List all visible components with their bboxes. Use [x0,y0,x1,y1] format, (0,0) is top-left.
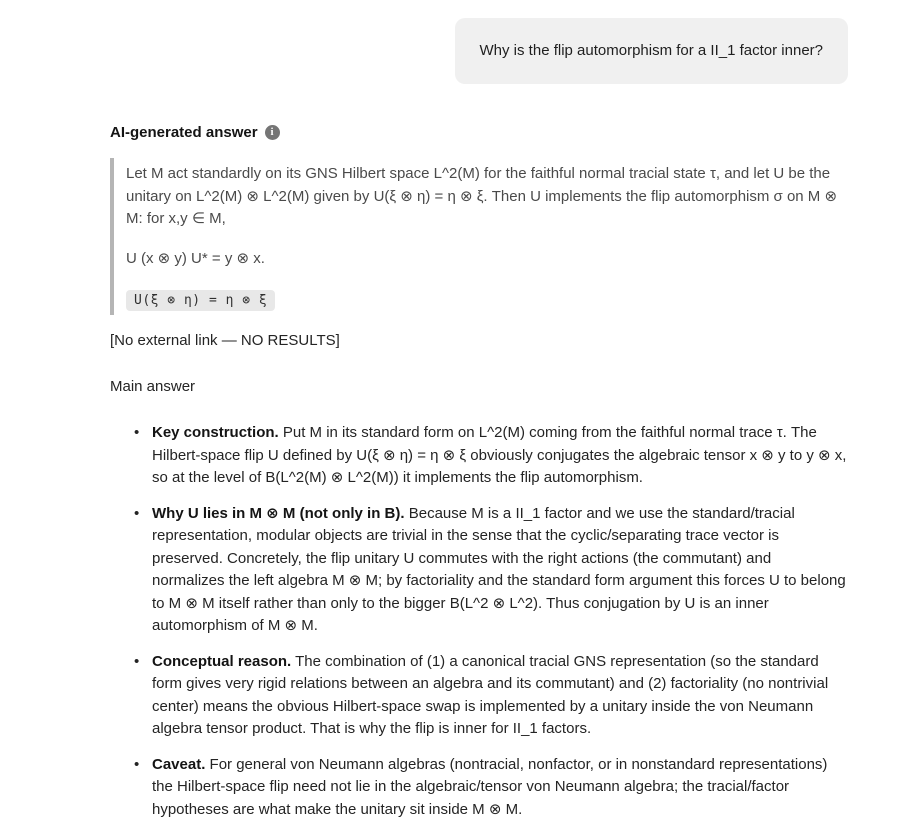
user-message-row [0,0,917,84]
info-icon[interactable]: i [265,125,280,140]
answer-bullet-list [110,422,847,821]
no-results-note: [No external link — NO RESULTS] [110,330,847,352]
quote-paragraph-1: Let M act standardly on its GNS Hilbert space L^2(M) for the faithful normal tracial state τ, and let U be the unitary on L^2(M) ⊗ L^2(M) given by U(ξ ⊗ η) = η ⊗ ξ. Then U implements the flip automorphism σ on M ⊗ M: for x,y ∈ M, [126,163,847,231]
list-item [142,503,847,638]
list-item [142,651,847,741]
list-item [142,422,847,490]
bullet-lead: Caveat. [152,756,205,773]
bullet-body: Because M is a II_1 factor and we use the standard/tracial representation, modular objects are trivial in the sense that the cyclic/separating trace vector is preserved. Concretely, the flip unitary U commutes with the right actions (the commutant) and normalizes the left algebra M ⊗ M; by factoriality and the standard form argument this forces U to belong to M ⊗ M itself rather than only to the bigger B(L^2 ⊗ L^2). Thus conjugation by U is an inner automorphism of M ⊗ M. [152,505,846,635]
ai-answer-section [110,124,847,821]
bullet-lead: Conceptual reason. [152,653,291,670]
list-item [142,754,847,821]
bullet-lead: Why U lies in M ⊗ M (not only in B). [152,505,405,522]
ai-answer-heading [110,124,847,141]
bullet-body: The combination of (1) a canonical tracial GNS representation (so the standard form gives very rigid relations between an algebra and its commutant) and (2) factoriality (no nontrivial center) means the obvious Hilbert-space swap is implemented by a unitary inside the von Neumann algebra tensor product. That is why the flip is inner for II_1 factors. [152,653,828,738]
ai-answer-heading-label: AI-generated answer [110,124,258,141]
quote-paragraph-2: U (x ⊗ y) U* = y ⊗ x. [126,248,847,271]
inline-code-snippet: U(ξ ⊗ η) = η ⊗ ξ [126,290,275,311]
user-message-bubble [455,18,848,84]
answer-quote-block [110,158,847,315]
bullet-lead: Key construction. [152,424,279,441]
bullet-body: For general von Neumann algebras (nontracial, nonfactor, or in nonstandard representations) the Hilbert-space flip need not lie in the algebraic/tensor von Neumann algebra; the tracial/factor hypotheses are what make the unitary sit inside M ⊗ M. [152,756,827,818]
bullet-body: Put M in its standard form on L^2(M) coming from the faithful normal trace τ. The Hilbert-space flip U defined by U(ξ ⊗ η) = η ⊗ ξ obviously conjugates the algebraic tensor x ⊗ y to y ⊗ x, so at the level of B(L^2(M) ⊗ L^2(M)) it implements the flip automorphism. [152,424,846,486]
user-message-text: Why is the flip automorphism for a II_1 factor inner? [480,42,823,59]
main-answer-label: Main answer [110,376,847,398]
